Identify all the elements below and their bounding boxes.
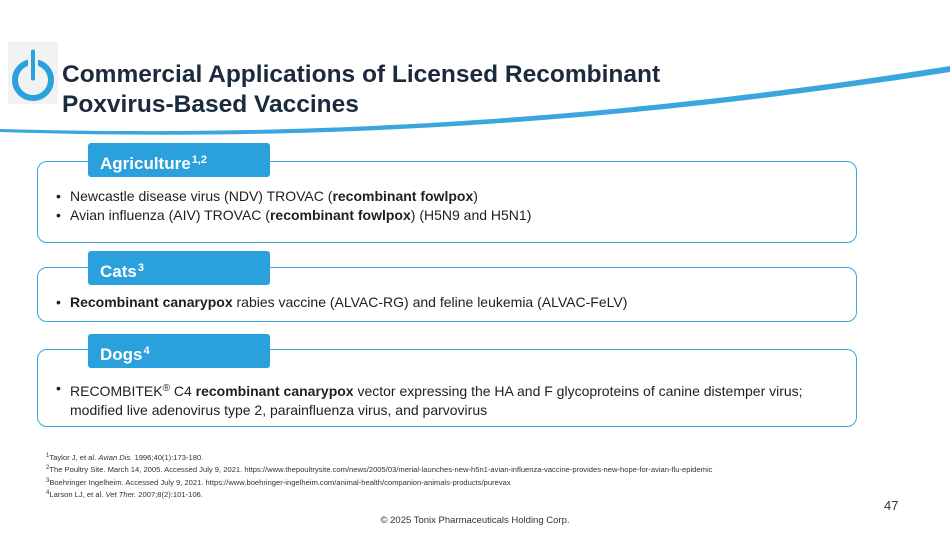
agriculture-bullets xyxy=(56,187,836,225)
title-line-1: Commercial Applications of Licensed Recombinant xyxy=(62,61,661,88)
dogs-tab: Dogs$^4$ xyxy=(88,334,270,368)
dogs-bullets xyxy=(56,379,836,420)
page-title xyxy=(62,60,660,120)
cats-bullets xyxy=(56,293,836,312)
cats-tab: Cats$^3$ xyxy=(88,251,270,285)
references xyxy=(46,451,712,501)
reference-item: $^4$Larson LJ, et al. Vet Ther. 2007;8(2):101-106. xyxy=(46,490,203,500)
copyright: © 2025 Tonix Pharmaceuticals Holding Corp. xyxy=(380,515,570,526)
list-item: • Recombinant canarypox rabies vaccine (ALVAC-RG) and feline leukemia (ALVAC-FeLV) xyxy=(56,293,836,312)
reference-item: $^2$The Poultry Site. March 14, 2005. Accessed July 9, 2021. https://www.thepoultrysite.com/news/2005/03/merial-launches-new-h5n1-avian-influenza-vaccine-provides-new-hope-for-avian-flu-epidemic xyxy=(46,465,713,475)
company-logo xyxy=(8,42,58,104)
title-line-2: Poxvirus-Based Vaccines xyxy=(62,91,359,118)
list-item: • Avian influenza (AIV) TROVAC (recombinant fowlpox) (H5N9 and H5N1) xyxy=(56,206,836,225)
page-number: 47 xyxy=(884,498,899,513)
list-item: • Newcastle disease virus (NDV) TROVAC (recombinant fowlpox) xyxy=(56,187,836,206)
list-item: • RECOMBITEK® C4 recombinant canarypox vector expressing the HA and F glycoproteins of canine distemper virus; modified live adenovirus type 2, parainfluenza virus, and parvovirus xyxy=(56,379,836,420)
agriculture-tab: Agriculture$^{1,2}$ xyxy=(88,143,270,177)
reference-item: $^1$Taylor J, et al. Avian Dis. 1996;40(1):173-180. xyxy=(46,453,204,462)
power-logo-icon xyxy=(8,42,58,104)
reference-item: $^3$Boehringer Ingelheim. Accessed July 9, 2021. https://www.boehringer-ingelheim.com/animal-health/companion-animals-products/purevax xyxy=(46,477,511,487)
